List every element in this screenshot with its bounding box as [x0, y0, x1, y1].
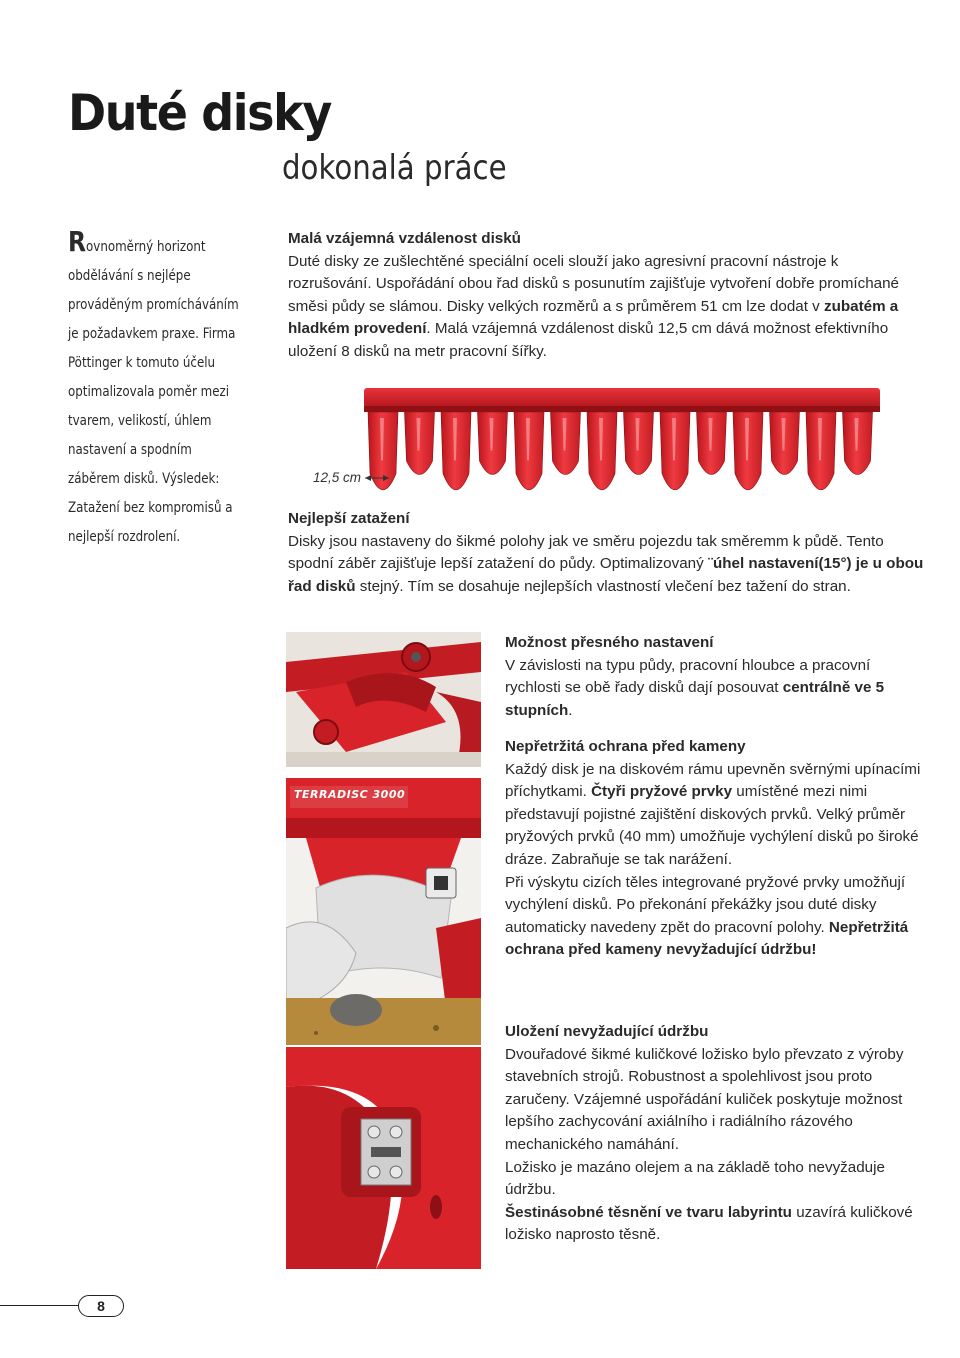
section-text: V závislosti na typu půdy, pracovní hloubce a pracovní rychlosti se obě řady disků dají posouvat	[505, 656, 871, 697]
section-text: Dvouřadové šikmé kuličkové ložisko bylo převzato z výroby stavebních strojů. Robustnost a spolehlivost jsou proto zaručeny. Vzájemné uspořádání kuliček poskytuje možnost lepšího zachycování axiálního i radiálního rázového mechanického namáhání.	[505, 1045, 904, 1153]
intro-text: ovnoměrný horizont obdělávání s nejlépe prováděným promícháváním je požadavkem praxe. Firma Pöttinger k tomuto účelu optimalizovala poměr mezi tvarem, velikostí, úhlem nastavení a spodním záběrem disků. Výsledek: Zatažení bez kompromisů a nejlepší rozdrolení.	[68, 239, 239, 545]
section-heading: Malá vzájemná vzdálenost disků	[288, 230, 521, 247]
section-heading: Uložení nevyžadující údržbu	[505, 1023, 709, 1040]
section-text: Každý disk je na diskovém rámu upevněn svěrnými upínacími příchytkami.	[505, 760, 921, 801]
section-text: Při výskytu cizích těles integrované pryžové prvky umožňují vychýlení disků. Po překonání překážky jsou duté disky automaticky navedeny zpět do pracovní polohy.	[505, 873, 906, 936]
intro-dropcap: R	[68, 225, 87, 258]
adjustment-mechanism-photo	[286, 632, 481, 767]
measure-text: 12,5 cm	[313, 470, 362, 485]
terradisc-logo: TERRADISC 3000	[294, 788, 406, 801]
section-text: uzavírá kuličkové ložisko naprosto těsně.	[505, 1203, 913, 1244]
page-number: 8	[78, 1295, 124, 1317]
intro-paragraph	[68, 225, 241, 552]
terradisc-stone-protection-photo	[286, 778, 481, 1045]
section-bold-text: Nepřetržitá ochrana před kameny nevyžadující údržbu!	[505, 918, 909, 959]
section-heading: Nepřetržitá ochrana před kameny	[505, 738, 746, 755]
section-precise-adjustment	[505, 632, 925, 722]
page-subtitle: dokonalá práce	[282, 148, 507, 188]
section-maintenance-free-bearing	[505, 1021, 925, 1247]
section-bold-text: Šestinásobné těsnění ve tvaru labyrintu	[505, 1203, 792, 1221]
section-bold-text: zubatém a hladkém provedení	[288, 297, 899, 338]
section-text: .	[568, 701, 573, 719]
section-draw-in	[288, 508, 928, 598]
disc-row-illustration	[360, 386, 882, 502]
section-text: umístěné mezi nimi představují pojistné zajištění diskových prvků. Velký průměr pryžových prvků (40 mm) umožňuje vychýlení disků po široké dráze. Zabraňuje se tak narážení.	[505, 783, 919, 868]
section-bold-text: ¨úhel nastavení(15°) je u obou řad disků	[288, 555, 924, 595]
section-bold-text: centrálně ve 5 stupních	[505, 679, 885, 719]
bearing-cutaway-photo	[286, 1047, 481, 1269]
measure-arrow-icon	[365, 473, 389, 483]
section-heading: Možnost přesného nastavení	[505, 634, 714, 651]
section-stone-protection	[505, 736, 925, 962]
section-text: Ložisko je mazáno olejem a na základě toho nevyžaduje údržbu.	[505, 1158, 885, 1199]
footer-rule	[0, 1305, 90, 1306]
section-bold-text: Čtyři pryžové prvky	[591, 783, 733, 801]
section-text: . Malá vzájemná vzdálenost disků 12,5 cm dává možnost efektivního uložení 8 disků na metr pracovní šířky.	[288, 320, 889, 360]
section-text: Disky jsou nastaveny do šikmé polohy jak ve směru pojezdu tak směremm k půdě. Tento spodní záběr zajišťuje lepší zatažení do půdy. Optimalizovaný	[288, 532, 884, 573]
section-heading: Nejlepší zatažení	[288, 510, 410, 527]
section-text: Duté disky ze zušlechtěné speciální oceli slouží jako agresivní pracovní nástroje k rozrušování. Uspořádání obou řad disků s posunutím zajišťuje vytvoření dobře promíchané směsi půdy se slámou. Disky velkých rozměrů a s průměrem 51 cm lze dodat v	[288, 252, 899, 315]
section-text: stejný. Tím se dosahuje nejlepších vlastností vlečení bez tažení do stran.	[355, 577, 851, 595]
spacing-measure-label	[313, 470, 389, 485]
section-disc-spacing	[288, 228, 923, 364]
page-title: Duté disky	[68, 84, 331, 142]
